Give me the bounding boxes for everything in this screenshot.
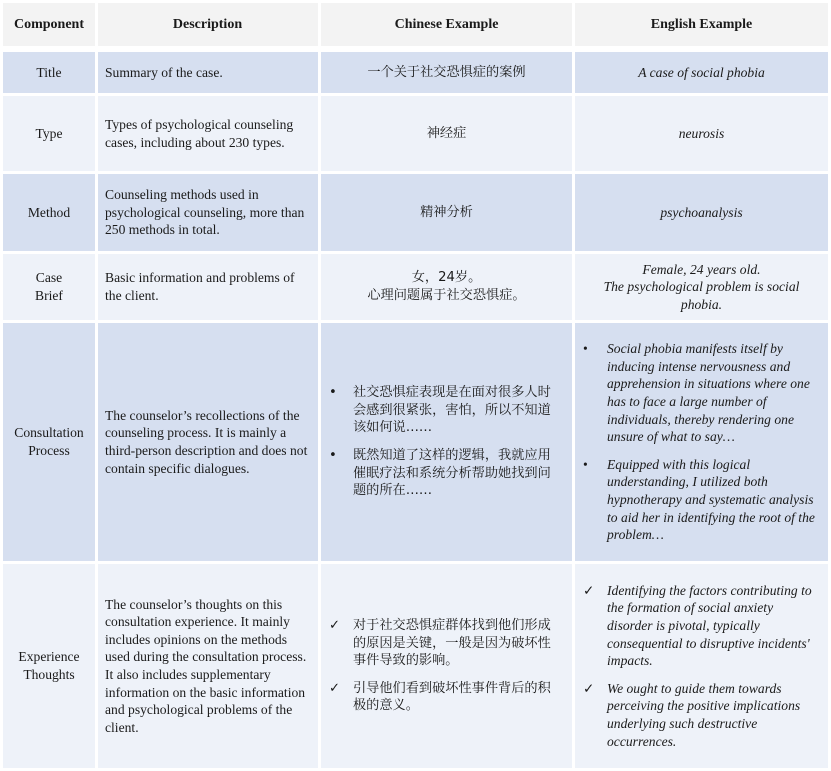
component-cell: [3, 254, 95, 320]
list-item-text: Identifying the factors contributing to the formation of social anxiety disorder is pivotal, typically consequential to disruptive incidents' impacts.: [607, 582, 812, 669]
list-item: [575, 680, 828, 750]
table-row-case-brief: [0, 254, 831, 320]
bullet-icon: •: [329, 385, 337, 401]
component-cell: [3, 564, 95, 768]
checkmark-icon: ✓: [583, 680, 595, 696]
english-example-cell: psychoanalysis: [575, 174, 828, 251]
english-example-cell: [575, 323, 828, 561]
list-item: [321, 617, 572, 670]
list-item-text: Social phobia manifests itself by inducing intense nervousness and apprehension in situations where one has to face a large number of individuals, thereby rendering one unsure of what to say…: [607, 341, 810, 445]
component-cell: Title: [3, 52, 95, 93]
list-item-text: 社交恐惧症表现是在面对很多人时会感到很紧张，害怕，所以不知道该如何说……: [353, 385, 551, 436]
list-item: [575, 340, 828, 446]
english-line: The psychological problem is social phobia.: [603, 279, 800, 312]
list-item-text: 对于社交恐惧症群体找到他们形成的原因是关键，一般是因为破坏性事件导致的影响。: [353, 618, 551, 669]
english-example-cell: [575, 564, 828, 768]
english-bullet-list: [575, 340, 828, 544]
table-row-consultation-process: [0, 323, 831, 561]
table-row-title: [0, 52, 831, 93]
chinese-check-list: [321, 617, 572, 715]
table-row-method: [0, 174, 831, 251]
description-cell: The counselor’s thoughts on this consultation experience. It mainly includes opinions on the methods used during the consultation process. It also includes supplementary information on the basic information and psychological problems of the client.: [98, 564, 318, 768]
description-cell: The counselor’s recollections of the counseling process. It is mainly a third-person description and does not contain specific dialogues.: [98, 323, 318, 561]
header-chinese-example: Chinese Example: [321, 3, 572, 46]
english-example-cell: neurosis: [575, 96, 828, 171]
description-cell: Counseling methods used in psychological counseling, more than 250 methods in total.: [98, 174, 318, 251]
checkmark-icon: ✓: [583, 582, 595, 598]
component-label: Experience Thoughts: [18, 649, 80, 682]
list-item: [321, 680, 572, 715]
chinese-example-cell: [321, 564, 572, 768]
list-item-text: Equipped with this logical understanding, I utilized both hypnotherapy and systematic analysis to aid her in identifying the root of the problem…: [607, 456, 815, 543]
chinese-example-cell: [321, 254, 572, 320]
component-cell: Type: [3, 96, 95, 171]
list-item: [321, 384, 572, 437]
checkmark-icon: ✓: [329, 680, 341, 696]
bullet-icon: •: [583, 341, 588, 357]
bullet-icon: •: [329, 448, 337, 463]
table-row-experience-thoughts: [0, 564, 831, 768]
chinese-example-cell: 神经症: [321, 96, 572, 171]
component-cell: [3, 323, 95, 561]
english-check-list: [575, 582, 828, 750]
table-row-type: [0, 96, 831, 171]
list-item: [575, 582, 828, 670]
chinese-example-cell: 精神分析: [321, 174, 572, 251]
english-line: Female, 24 years old.: [642, 261, 761, 277]
list-item-text: 引导他们看到破坏性事件背后的积极的意义。: [353, 680, 551, 714]
component-label: Case Brief: [35, 270, 63, 303]
list-item-text: We ought to guide them towards perceiving the positive implications underlying such destructive occurrences.: [607, 680, 801, 749]
header-description: Description: [98, 3, 318, 46]
english-example-cell: [575, 254, 828, 320]
chinese-line: 心理问题属于社交恐惧症。: [367, 288, 526, 303]
description-cell: Summary of the case.: [98, 52, 318, 93]
chinese-line: 女，24岁。: [411, 270, 482, 286]
list-item: [575, 456, 828, 544]
description-cell: Types of psychological counseling cases, including about 230 types.: [98, 96, 318, 171]
header-english-example: English Example: [575, 3, 828, 46]
header-component: Component: [3, 3, 95, 46]
description-cell: Basic information and problems of the client.: [98, 254, 318, 320]
list-item-text: 既然知道了这样的逻辑，我就应用催眠疗法和系统分析帮助她找到问题的所在……: [353, 448, 551, 499]
checkmark-icon: ✓: [329, 618, 341, 634]
chinese-example-cell: [321, 323, 572, 561]
chinese-example-cell: 一个关于社交恐惧症的案例: [321, 52, 572, 93]
bullet-icon: •: [583, 456, 588, 472]
component-cell: Method: [3, 174, 95, 251]
table-header-row: [0, 3, 831, 46]
chinese-bullet-list: [321, 384, 572, 500]
english-example-cell: A case of social phobia: [575, 52, 828, 93]
component-label: Consultation Process: [14, 425, 84, 458]
list-item: [321, 447, 572, 500]
